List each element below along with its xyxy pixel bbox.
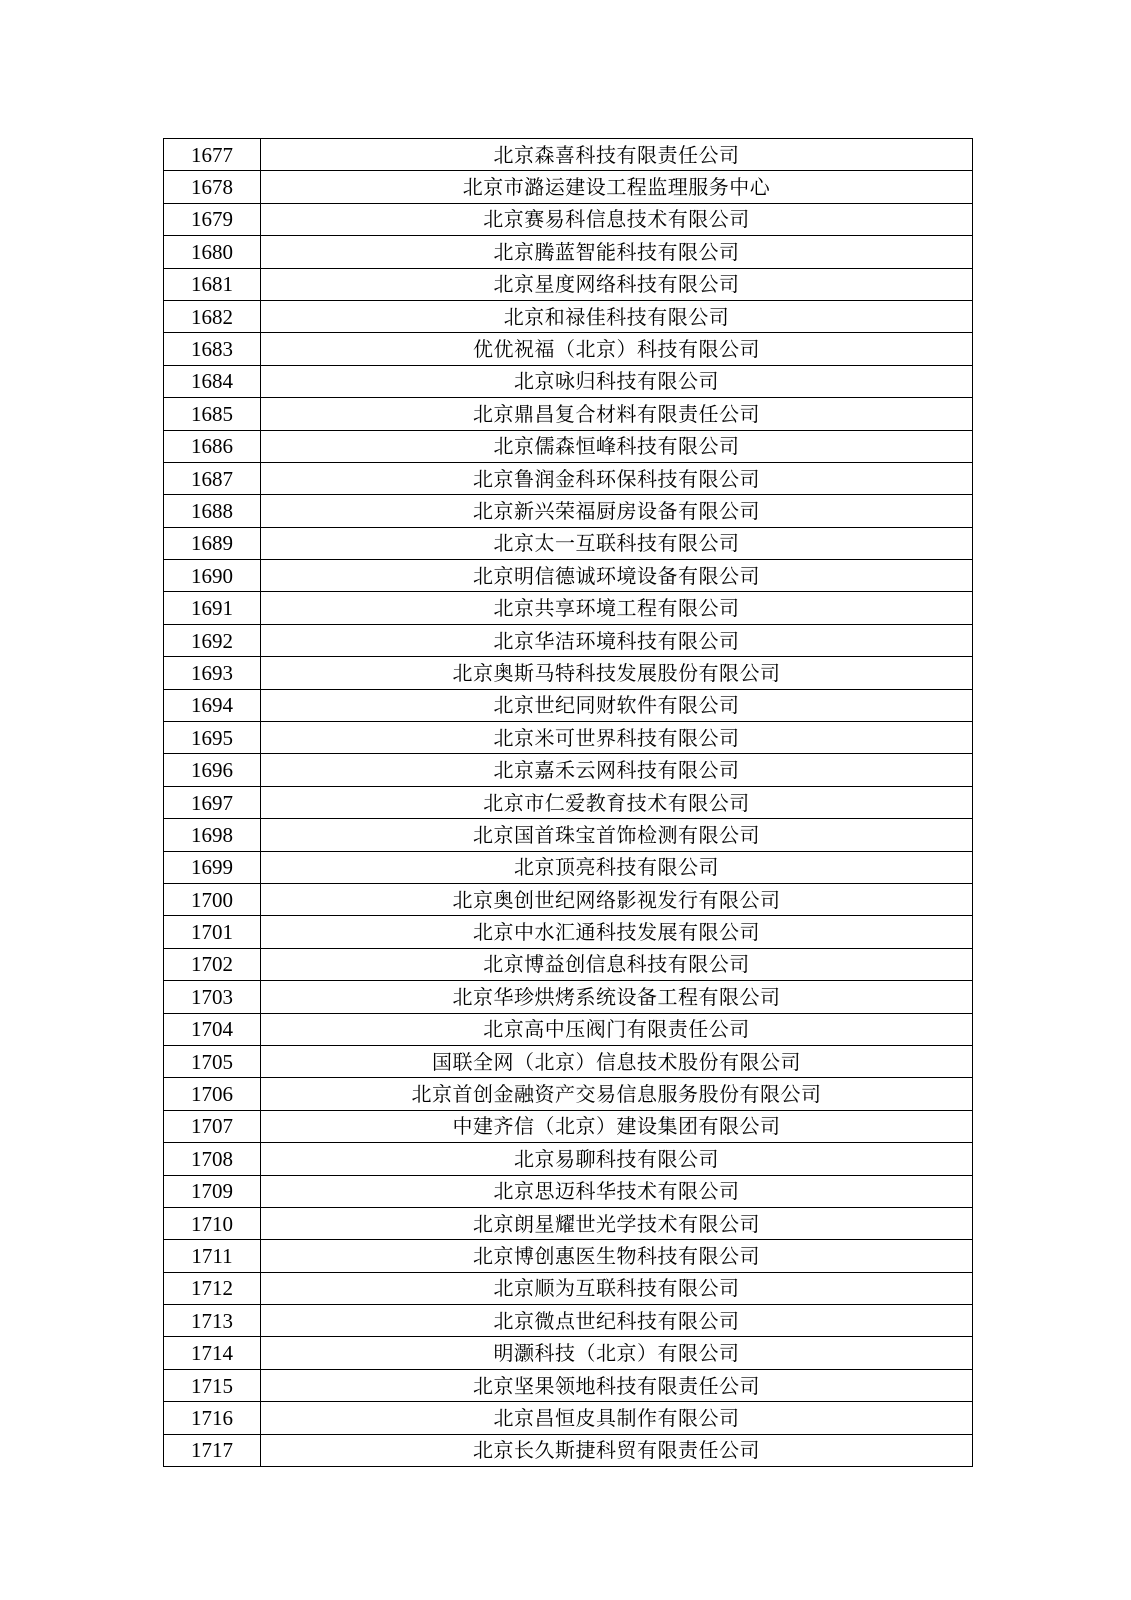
company-name: 北京顺为互联科技有限公司: [261, 1272, 973, 1304]
row-number: 1702: [164, 948, 261, 980]
company-name: 北京嘉禾云网科技有限公司: [261, 754, 973, 786]
row-number: 1679: [164, 203, 261, 235]
company-name: 北京鼎昌复合材料有限责任公司: [261, 398, 973, 430]
company-name: 北京华洁环境科技有限公司: [261, 624, 973, 656]
row-number: 1681: [164, 268, 261, 300]
company-name: 北京华珍烘烤系统设备工程有限公司: [261, 981, 973, 1013]
table-row: [164, 1434, 973, 1466]
row-number: 1717: [164, 1434, 261, 1466]
company-name: 国联全网（北京）信息技术股份有限公司: [261, 1045, 973, 1077]
company-name: 北京首创金融资产交易信息服务股份有限公司: [261, 1078, 973, 1110]
company-name: 北京坚果领地科技有限责任公司: [261, 1369, 973, 1401]
company-name: 北京腾蓝智能科技有限公司: [261, 236, 973, 268]
company-name: 北京鲁润金科环保科技有限公司: [261, 462, 973, 494]
row-number: 1684: [164, 365, 261, 397]
row-number: 1716: [164, 1402, 261, 1434]
table-row: [164, 592, 973, 624]
row-number: 1678: [164, 171, 261, 203]
row-number: 1693: [164, 657, 261, 689]
company-name: 北京博益创信息科技有限公司: [261, 948, 973, 980]
table-row: [164, 1175, 973, 1207]
company-name: 北京森喜科技有限责任公司: [261, 139, 973, 171]
table-row: [164, 462, 973, 494]
table-row: [164, 819, 973, 851]
row-number: 1698: [164, 819, 261, 851]
row-number: 1685: [164, 398, 261, 430]
row-number: 1715: [164, 1369, 261, 1401]
row-number: 1692: [164, 624, 261, 656]
row-number: 1682: [164, 300, 261, 332]
row-number: 1691: [164, 592, 261, 624]
table-row: [164, 916, 973, 948]
table-row: [164, 139, 973, 171]
table-row: [164, 981, 973, 1013]
row-number: 1687: [164, 462, 261, 494]
company-name: 北京星度网络科技有限公司: [261, 268, 973, 300]
table-row: [164, 268, 973, 300]
row-number: 1709: [164, 1175, 261, 1207]
table-row: [164, 430, 973, 462]
table-row: [164, 657, 973, 689]
row-number: 1695: [164, 722, 261, 754]
row-number: 1694: [164, 689, 261, 721]
table-row: [164, 1143, 973, 1175]
table-row: [164, 1078, 973, 1110]
company-name: 北京中水汇通科技发展有限公司: [261, 916, 973, 948]
table-row: [164, 948, 973, 980]
row-number: 1700: [164, 883, 261, 915]
table-row: [164, 851, 973, 883]
row-number: 1703: [164, 981, 261, 1013]
table-row: [164, 171, 973, 203]
company-name: 北京明信德诚环境设备有限公司: [261, 560, 973, 592]
table-row: [164, 786, 973, 818]
company-name: 优优祝福（北京）科技有限公司: [261, 333, 973, 365]
company-name: 北京米可世界科技有限公司: [261, 722, 973, 754]
row-number: 1688: [164, 495, 261, 527]
company-name: 北京咏归科技有限公司: [261, 365, 973, 397]
row-number: 1707: [164, 1110, 261, 1142]
table-row: [164, 754, 973, 786]
row-number: 1712: [164, 1272, 261, 1304]
company-name: 北京国首珠宝首饰检测有限公司: [261, 819, 973, 851]
row-number: 1699: [164, 851, 261, 883]
company-name: 北京儒森恒峰科技有限公司: [261, 430, 973, 462]
company-name: 北京奥斯马特科技发展股份有限公司: [261, 657, 973, 689]
company-list-table: [163, 138, 973, 1467]
table-row: [164, 1045, 973, 1077]
company-name: 北京长久斯捷科贸有限责任公司: [261, 1434, 973, 1466]
row-number: 1677: [164, 139, 261, 171]
row-number: 1697: [164, 786, 261, 818]
row-number: 1690: [164, 560, 261, 592]
company-name: 北京博创惠医生物科技有限公司: [261, 1240, 973, 1272]
row-number: 1705: [164, 1045, 261, 1077]
company-name: 北京高中压阀门有限责任公司: [261, 1013, 973, 1045]
row-number: 1683: [164, 333, 261, 365]
company-name: 北京世纪同财软件有限公司: [261, 689, 973, 721]
company-name: 北京太一互联科技有限公司: [261, 527, 973, 559]
table-row: [164, 300, 973, 332]
row-number: 1686: [164, 430, 261, 462]
table-row: [164, 689, 973, 721]
table-row: [164, 1240, 973, 1272]
table-row: [164, 333, 973, 365]
company-name: 北京易聊科技有限公司: [261, 1143, 973, 1175]
row-number: 1710: [164, 1207, 261, 1239]
company-name: 北京新兴荣福厨房设备有限公司: [261, 495, 973, 527]
row-number: 1714: [164, 1337, 261, 1369]
company-name: 北京共享环境工程有限公司: [261, 592, 973, 624]
table-row: [164, 624, 973, 656]
row-number: 1713: [164, 1305, 261, 1337]
company-name: 明灏科技（北京）有限公司: [261, 1337, 973, 1369]
row-number: 1706: [164, 1078, 261, 1110]
table-row: [164, 1013, 973, 1045]
table-row: [164, 1337, 973, 1369]
table-row: [164, 1369, 973, 1401]
table-row: [164, 883, 973, 915]
row-number: 1708: [164, 1143, 261, 1175]
table-row: [164, 1305, 973, 1337]
row-number: 1711: [164, 1240, 261, 1272]
company-name: 北京昌恒皮具制作有限公司: [261, 1402, 973, 1434]
table-row: [164, 365, 973, 397]
company-name: 北京思迈科华技术有限公司: [261, 1175, 973, 1207]
company-name: 中建齐信（北京）建设集团有限公司: [261, 1110, 973, 1142]
table-row: [164, 560, 973, 592]
row-number: 1704: [164, 1013, 261, 1045]
table-row: [164, 1402, 973, 1434]
company-list-body: [164, 139, 973, 1467]
company-name: 北京赛易科信息技术有限公司: [261, 203, 973, 235]
table-row: [164, 722, 973, 754]
company-name: 北京奥创世纪网络影视发行有限公司: [261, 883, 973, 915]
company-name: 北京微点世纪科技有限公司: [261, 1305, 973, 1337]
company-name: 北京朗星耀世光学技术有限公司: [261, 1207, 973, 1239]
table-row: [164, 236, 973, 268]
table-row: [164, 203, 973, 235]
company-name: 北京顶亮科技有限公司: [261, 851, 973, 883]
table-row: [164, 1272, 973, 1304]
company-name: 北京和禄佳科技有限公司: [261, 300, 973, 332]
row-number: 1701: [164, 916, 261, 948]
row-number: 1696: [164, 754, 261, 786]
company-name: 北京市仁爱教育技术有限公司: [261, 786, 973, 818]
table-row: [164, 1207, 973, 1239]
company-name: 北京市潞运建设工程监理服务中心: [261, 171, 973, 203]
table-row: [164, 1110, 973, 1142]
table-row: [164, 495, 973, 527]
table-row: [164, 527, 973, 559]
row-number: 1689: [164, 527, 261, 559]
row-number: 1680: [164, 236, 261, 268]
table-row: [164, 398, 973, 430]
